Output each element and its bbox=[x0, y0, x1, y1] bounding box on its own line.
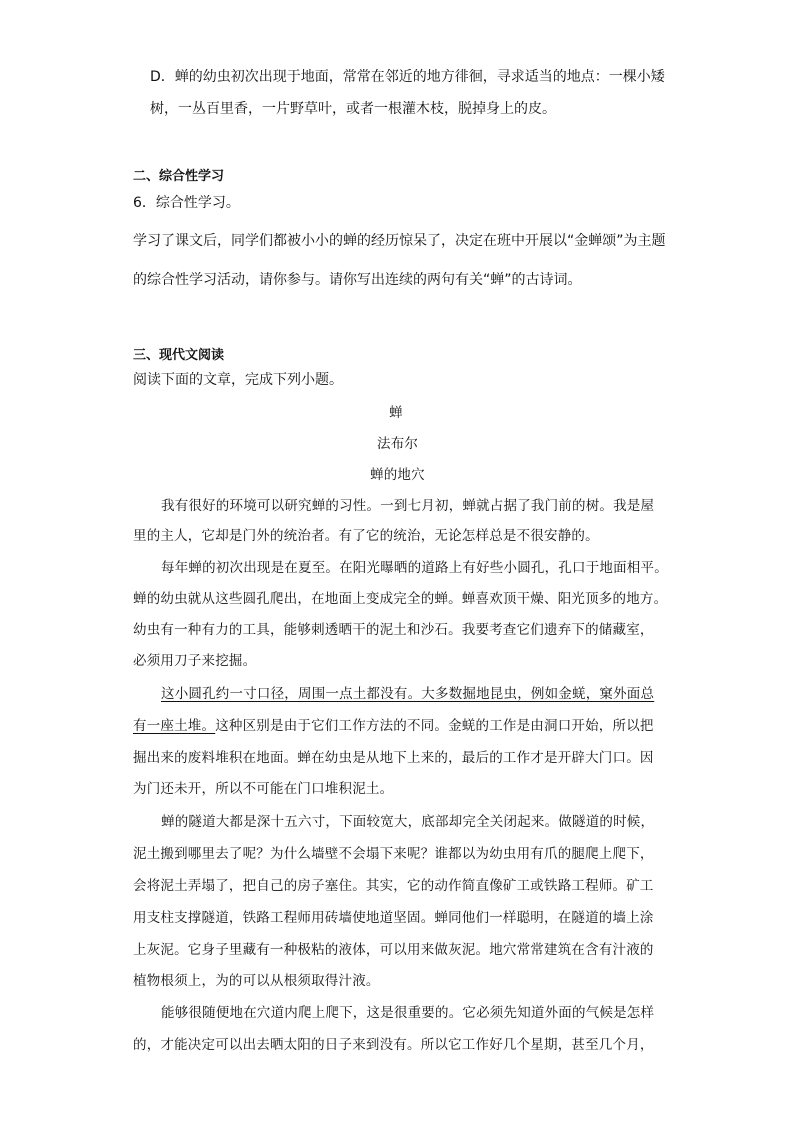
paragraph-3-line-3: 掘出来的废料堆积在地面。蝉在幼虫是从地下上来的，最后的工作才是开辟大门口。因 bbox=[133, 750, 654, 766]
question-6-prompt-line-2: 的综合性学习活动，请你参与。请你写出连续的两句有关“蝉”的古诗词。 bbox=[133, 272, 582, 288]
section-heading-modern-reading: 三、现代文阅读 bbox=[133, 348, 225, 363]
paragraph-3-line-2 bbox=[133, 714, 654, 734]
paragraph-4-line-5: 上灰泥。它身子里藏有一种极粘的液体，可以用来做灰泥。地穴常常建筑在含有汁液的 bbox=[133, 942, 654, 958]
article-subtitle: 蝉的地穴 bbox=[370, 467, 425, 483]
paragraph-3-underlined-line-2: 有一座土堆。 bbox=[133, 718, 216, 734]
paragraph-4-line-3: 会将泥土弄塌了，把自己的房子塞住。其实，它的动作简直像矿工或铁路工程师。矿工 bbox=[133, 878, 654, 894]
paragraph-4-line-4: 用支柱支撑隧道，铁路工程师用砖墙使地道坚固。蝉同他们一样聪明，在隧道的墙上涂 bbox=[133, 910, 654, 926]
paragraph-4-line-2: 泥土搬到哪里去了呢？为什么墙壁不会塌下来呢？谁都以为幼虫用有爪的腿爬上爬下， bbox=[133, 846, 654, 862]
paragraph-2-line-2: 蝉的幼虫就从这些圆孔爬出，在地面上变成完全的蝉。蝉喜欢顶干燥、阳光顶多的地方。 bbox=[133, 591, 668, 607]
article-title: 蝉 bbox=[389, 405, 403, 421]
paragraph-2-line-3: 幼虫有一种有力的工具，能够刺透晒干的泥土和沙石。我要考查它们遗弃下的储藏室， bbox=[133, 622, 654, 638]
paragraph-5-line-1: 能够很随便地在穴道内爬上爬下，这是很重要的。它必须先知道外面的气候是怎样 bbox=[161, 1005, 655, 1021]
article-author: 法布尔 bbox=[377, 436, 419, 452]
paragraph-3-underlined-line-1: 这小圆孔约一寸口径，周围一点土都没有。大多数掘地昆虫，例如金蜣，窠外面总 bbox=[161, 686, 655, 702]
paragraph-3-line-4: 为门还未开，所以不可能在门口堆积泥土。 bbox=[133, 781, 394, 797]
paragraph-2-line-1: 每年蝉的初次出现是在夏至。在阳光曝晒的道路上有好些小圆孔，孔口于地面相平。 bbox=[161, 560, 668, 576]
paragraph-5-line-2: 的，才能决定可以出去晒太阳的日子来到没有。所以它工作好几个星期，甚至几个月， bbox=[133, 1037, 654, 1053]
option-d-line-2: 树，一丛百里香，一片野草叶，或者一根灌木枝，脱掉身上的皮。 bbox=[150, 101, 556, 117]
paragraph-4-line-1: 蝉的隧道大都是深十五六寸，下面较宽大，底部却完全关闭起来。做隧道的时候， bbox=[161, 814, 655, 830]
paragraph-3-line-2-rest: 这种区别是由于它们工作方法的不同。金蜣的工作是由洞口开始，所以把 bbox=[215, 718, 654, 734]
section-heading-comprehensive-study: 二、综合性学习 bbox=[133, 169, 225, 184]
option-d-line-1: D．蝉的幼虫初次出现于地面，常常在邻近的地方徘徊，寻求适当的地点：一棵小矮 bbox=[150, 69, 665, 85]
paragraph-1-line-2: 里的主人，它却是门外的统治者。有了它的统治，无论怎样总是不很安静的。 bbox=[133, 528, 599, 544]
paragraph-4-line-6: 植物根须上，为的可以从根须取得汁液。 bbox=[133, 973, 380, 989]
reading-instruction: 阅读下面的文章，完成下列小题。 bbox=[133, 372, 343, 388]
question-6-prompt-line-1: 学习了课文后，同学们都被小小的蝉的经历惊呆了，决定在班中开展以“金蝉颂”为主题 bbox=[133, 233, 666, 249]
question-6-title: 6．综合性学习。 bbox=[133, 195, 240, 211]
paragraph-2-line-4: 必须用刀子来挖掘。 bbox=[133, 653, 257, 669]
paragraph-1-line-1: 我有很好的环境可以研究蝉的习性。一到七月初，蝉就占据了我门前的树。我是屋 bbox=[161, 498, 655, 514]
